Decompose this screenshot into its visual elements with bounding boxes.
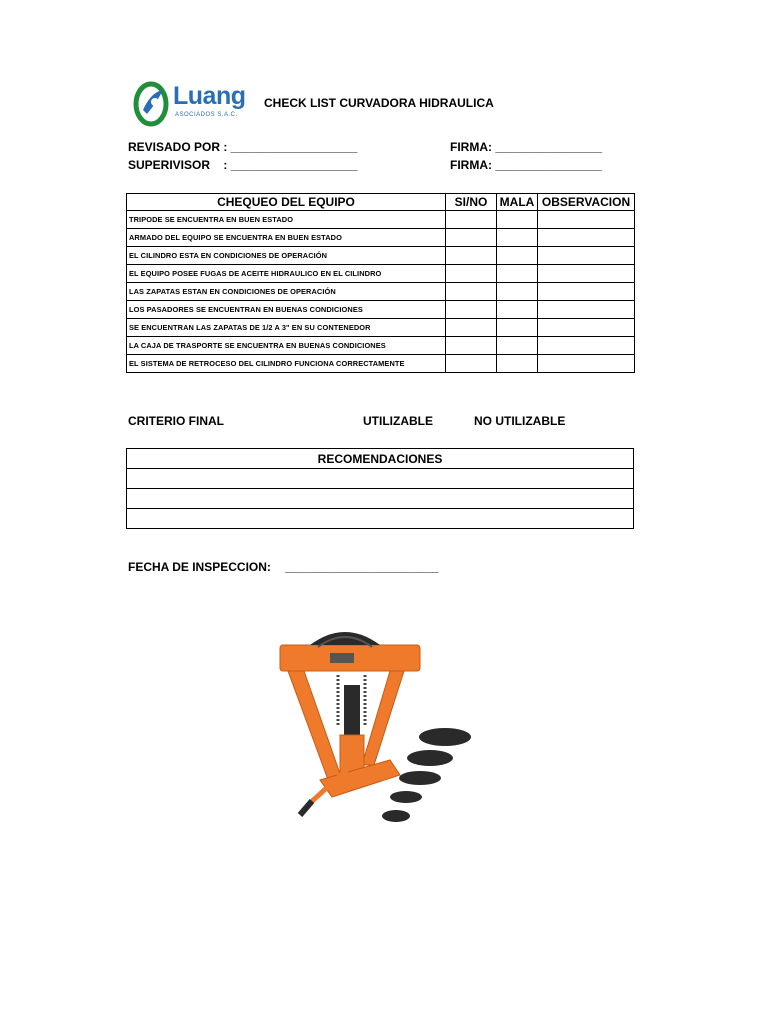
si-no-cell[interactable]: [446, 229, 497, 247]
check-item-label: LA CAJA DE TRASPORTE SE ENCUENTRA EN BUENAS CONDICIONES: [127, 337, 446, 355]
observacion-cell[interactable]: [538, 247, 635, 265]
table-row: [127, 301, 635, 319]
fecha-inspeccion-field[interactable]: _______________________: [285, 560, 439, 574]
check-item-label: EL EQUIPO POSEE FUGAS DE ACEITE HIDRAULICO EN EL CILINDRO: [127, 265, 446, 283]
criterio-final-label: CRITERIO FINAL: [128, 414, 224, 428]
col-mala: MALA: [497, 194, 538, 211]
company-logo: [133, 80, 246, 128]
recomendaciones-table: [126, 448, 634, 529]
mala-cell[interactable]: [497, 211, 538, 229]
observacion-cell[interactable]: [538, 283, 635, 301]
observacion-cell[interactable]: [538, 211, 635, 229]
check-item-label: SE ENCUENTRAN LAS ZAPATAS DE 1/2 A 3" EN SU CONTENEDOR: [127, 319, 446, 337]
logo-icon: [133, 80, 173, 128]
si-no-cell[interactable]: [446, 319, 497, 337]
si-no-cell[interactable]: [446, 337, 497, 355]
check-item-label: LOS PASADORES SE ENCUENTRAN EN BUENAS CONDICIONES: [127, 301, 446, 319]
table-row: [127, 355, 635, 373]
observacion-cell[interactable]: [538, 229, 635, 247]
check-item-label: EL SISTEMA DE RETROCESO DEL CILINDRO FUNCIONA CORRECTAMENTE: [127, 355, 446, 373]
mala-cell[interactable]: [497, 355, 538, 373]
col-si-no: SI/NO: [446, 194, 497, 211]
pipe-bender-image: [270, 625, 480, 830]
checklist-table: [126, 193, 635, 373]
recomendacion-line[interactable]: [127, 469, 634, 489]
col-chequeo: CHEQUEO DEL EQUIPO: [127, 194, 446, 211]
supervisor-field[interactable]: SUPERIVISOR : ___________________: [128, 158, 358, 172]
recomendaciones-title: RECOMENDACIONES: [127, 449, 634, 469]
mala-cell[interactable]: [497, 301, 538, 319]
table-row: [127, 283, 635, 301]
utilizable-option[interactable]: UTILIZABLE: [363, 414, 433, 428]
mala-cell[interactable]: [497, 319, 538, 337]
mala-cell[interactable]: [497, 337, 538, 355]
observacion-cell[interactable]: [538, 337, 635, 355]
si-no-cell[interactable]: [446, 283, 497, 301]
mala-cell[interactable]: [497, 247, 538, 265]
table-row: [127, 319, 635, 337]
recomendacion-line[interactable]: [127, 509, 634, 529]
fecha-inspeccion-label: FECHA DE INSPECCION:: [128, 560, 271, 574]
observacion-cell[interactable]: [538, 355, 635, 373]
page-title: CHECK LIST CURVADORA HIDRAULICA: [264, 96, 494, 110]
recomendacion-line[interactable]: [127, 489, 634, 509]
table-row: [127, 211, 635, 229]
si-no-cell[interactable]: [446, 301, 497, 319]
si-no-cell[interactable]: [446, 211, 497, 229]
firma-field-1[interactable]: FIRMA: ________________: [450, 140, 603, 154]
check-item-label: LAS ZAPATAS ESTAN EN CONDICIONES DE OPERACIÓN: [127, 283, 446, 301]
check-item-label: ARMADO DEL EQUIPO SE ENCUENTRA EN BUEN ESTADO: [127, 229, 446, 247]
mala-cell[interactable]: [497, 283, 538, 301]
observacion-cell[interactable]: [538, 319, 635, 337]
revisado-por-field[interactable]: REVISADO POR : ___________________: [128, 140, 358, 154]
check-item-label: EL CILINDRO ESTA EN CONDICIONES DE OPERACIÓN: [127, 247, 446, 265]
logo-name: Luang: [173, 82, 246, 110]
check-item-label: TRIPODE SE ENCUENTRA EN BUEN ESTADO: [127, 211, 446, 229]
si-no-cell[interactable]: [446, 355, 497, 373]
observacion-cell[interactable]: [538, 265, 635, 283]
mala-cell[interactable]: [497, 265, 538, 283]
firma-field-2[interactable]: FIRMA: ________________: [450, 158, 603, 172]
observacion-cell[interactable]: [538, 301, 635, 319]
checklist-header-row: [127, 194, 635, 211]
mala-cell[interactable]: [497, 229, 538, 247]
no-utilizable-option[interactable]: NO UTILIZABLE: [474, 414, 566, 428]
si-no-cell[interactable]: [446, 247, 497, 265]
table-row: [127, 229, 635, 247]
col-observacion: OBSERVACION: [538, 194, 635, 211]
table-row: [127, 337, 635, 355]
logo-subtitle: ASOCIADOS S.A.C.: [175, 112, 238, 118]
table-row: [127, 247, 635, 265]
si-no-cell[interactable]: [446, 265, 497, 283]
table-row: [127, 265, 635, 283]
